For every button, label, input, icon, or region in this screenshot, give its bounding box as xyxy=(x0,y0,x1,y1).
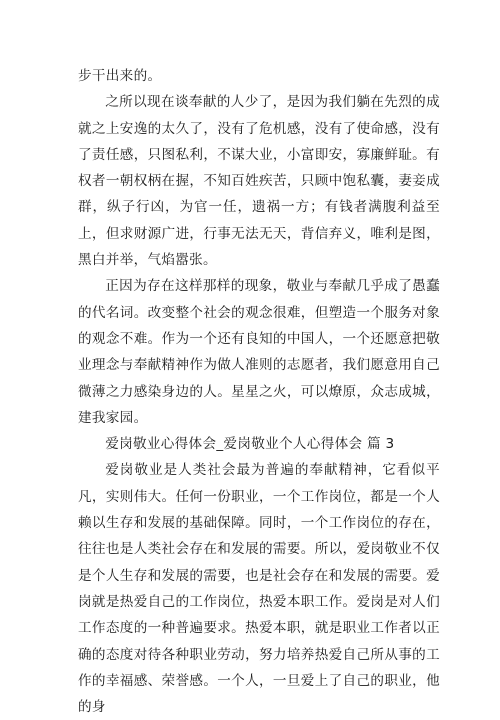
section-heading: 爱岗敬业心得体会_爱岗敬业个人心得体会 篇 3 xyxy=(105,436,395,453)
paragraph-dedication-decline: 之所以现在谈奉献的人少了，是因为我们躺在先烈的成就之上安逸的太久了，没有了危机感，没有了使命感，没有了责任感，只图私利，不谋大业，小富即安，寡廉鲜耻。有权者一朝权柄在握，不知百姓疾苦，只顾中饱私囊，妻妾成群，纵子行凶，为官一任，遗祸一方；有钱者满腹利益至上，但求财源广进，行事无法无天，背信弃义，唯利是图，黑白并举，气焰嚣张。 xyxy=(78,94,440,269)
paragraph-volunteer-resolve: 正因为存在这样那样的现象，敬业与奉献几乎成了愚蠢的代名词。改变整个社会的观念很难，但塑造一个服务对象的观念不难。作为一个还有良知的中国人，一个还愿意把敬业理念与奉献精神作为做人准则的志愿者，我们愿意用自己微薄之力感染身边的人。星星之火，可以燎原，众志成城，建我家园。 xyxy=(78,278,440,426)
paragraph-job-dedication: 爱岗敬业是人类社会最为普遍的奉献精神，它看似平凡，实则伟大。任何一份职业，一个工作岗位，都是一个人赖以生存和发展的基础保障。同时，一个工作岗位的存在，往往也是人类社会存在和发展的需要。所以，爱岗敬业不仅是个人生存和发展的需要，也是社会存在和发展的需要。爱岗就是热爱自己的工作岗位，热爱本职工作。爱岗是对人们工作态度的一种普遍要求。热爱本职，就是职业工作者以正确的态度对待各种职业劳动，努力培养热爱自己所从事的工作的幸福感、荣誉感。一个人，一旦爱上了自己的职业，他的身 xyxy=(78,462,440,716)
paragraph-continuation: 步干出来的。 xyxy=(78,68,162,84)
document-body xyxy=(78,63,440,720)
